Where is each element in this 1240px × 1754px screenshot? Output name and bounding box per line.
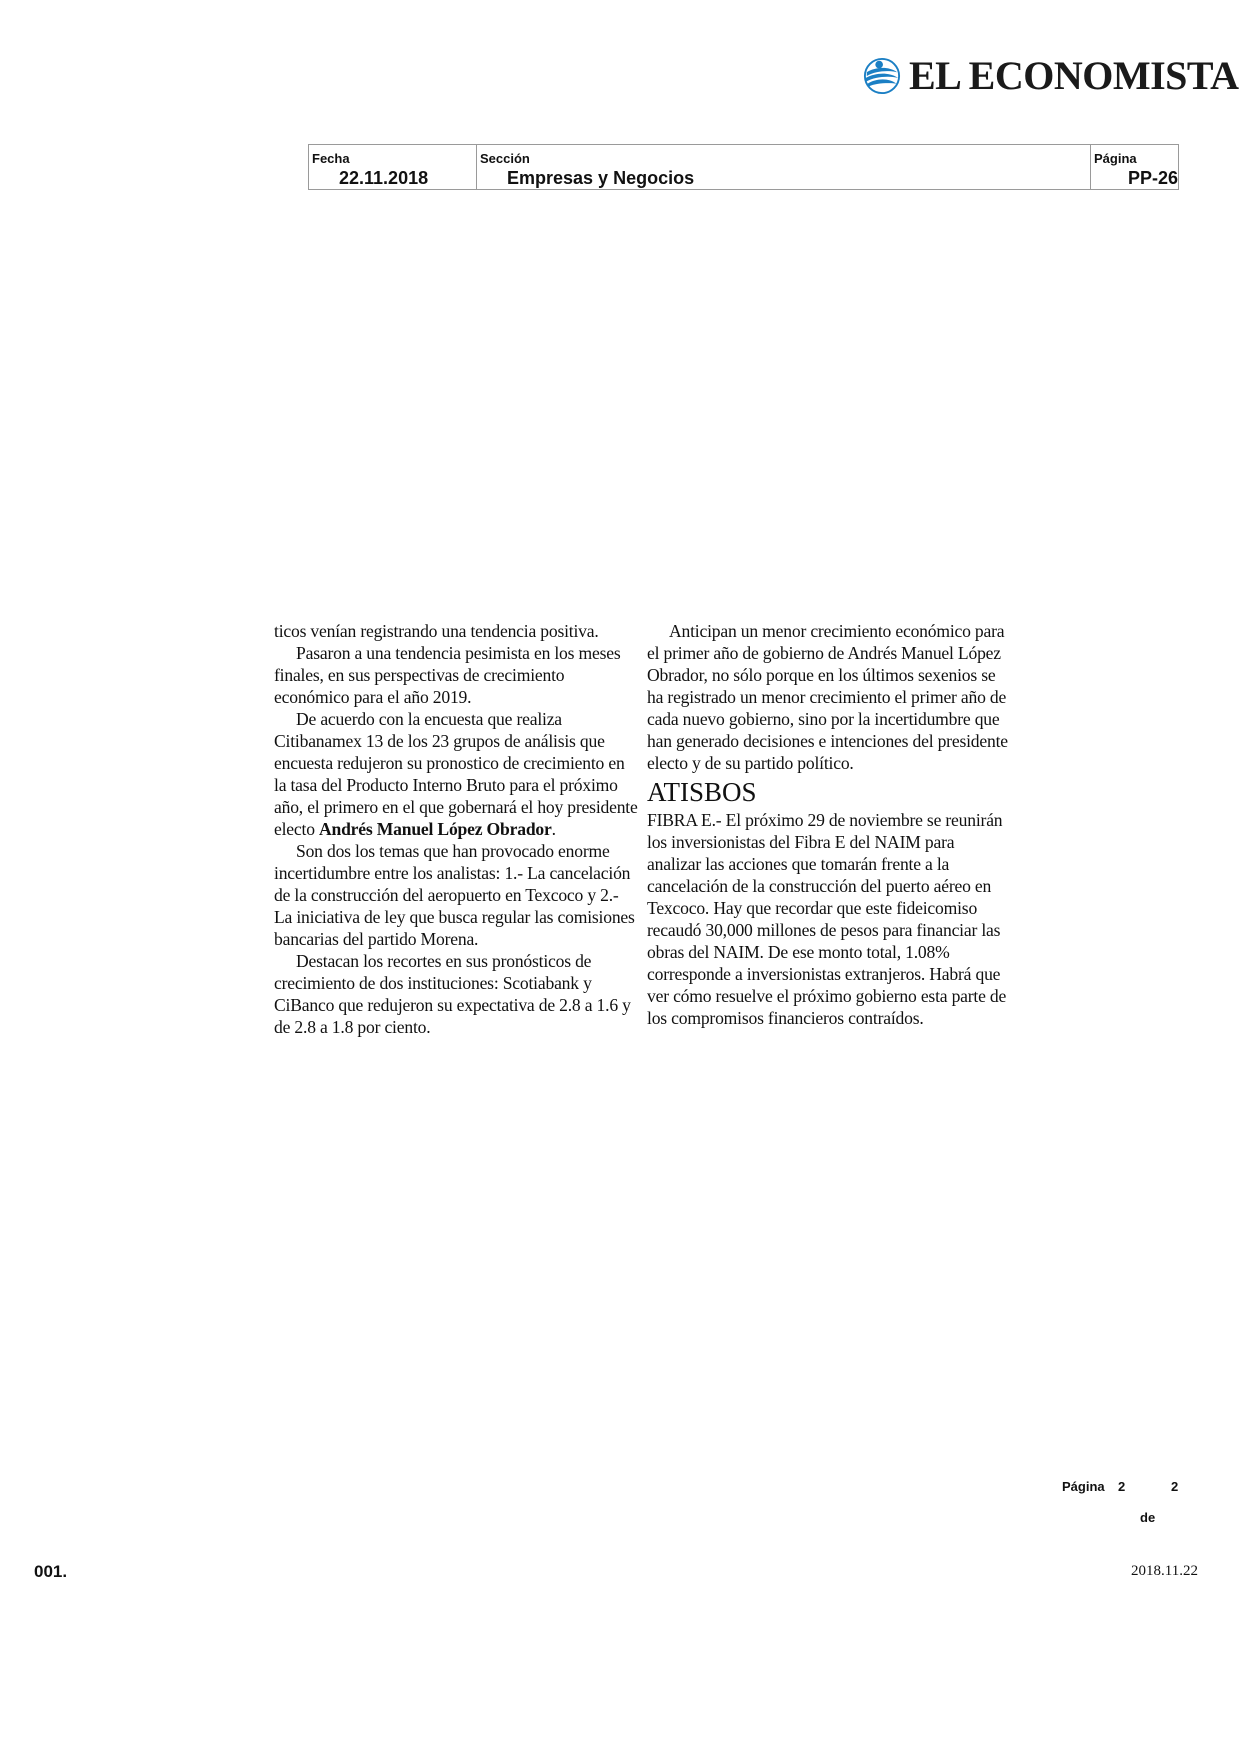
- pagina-cell: [1091, 145, 1178, 189]
- footer-date: 2018.11.22: [1131, 1563, 1198, 1579]
- article-text: .: [551, 819, 556, 839]
- seccion-cell: [477, 145, 1091, 189]
- article-paragraph: Destacan los recortes en sus pronósticos de crecimiento de dos instituciones: Scotiabank y CiBanco que redujeron su expectativa de 2.8 a 1.6 y de 2.8 a 1.8 por ciento.: [274, 951, 631, 1037]
- article-paragraph: [274, 708, 640, 840]
- page-current: 2: [1118, 1479, 1126, 1494]
- article-paragraph: Son dos los temas que han provocado enorme incertidumbre entre los analistas: 1.- La cancelación de la construcción del aeropuerto en Texcoco y 2.- La iniciativa de ley que busca regular las comisiones bancarias del partido Morena.: [274, 841, 635, 949]
- page-label: Página: [1062, 1479, 1105, 1494]
- meta-box: [308, 144, 1179, 190]
- article-paragraph: ticos venían registrando una tendencia positiva.: [274, 621, 599, 641]
- article-column-right: [647, 620, 1009, 1029]
- article-column-left: [274, 620, 640, 1038]
- pagina-label: Página: [1094, 151, 1137, 166]
- section-heading: ATISBOS: [647, 777, 757, 807]
- seccion-value: Empresas y Negocios: [507, 168, 695, 188]
- fecha-cell: [309, 145, 477, 189]
- page-total: 2: [1171, 1479, 1179, 1494]
- document-code: 001.: [34, 1562, 68, 1581]
- highlighted-name: Andrés Manuel López Obrador: [319, 819, 552, 839]
- seccion-label: Sección: [480, 151, 530, 166]
- article-paragraph: Pasaron a una tendencia pesimista en los meses finales, en sus perspectivas de crecimiento económico para el año 2019.: [274, 643, 621, 707]
- brand-logo: [863, 53, 1239, 98]
- article-paragraph: Anticipan un menor crecimiento económico para el primer año de gobierno de Andrés Manuel López Obrador, no sólo porque en los últimos sexenios se ha registrado un menor crecimiento el primer año de cada nuevo gobierno, sino por la incertidumbre que han generado decisiones e intenciones del presidente electo y de su partido político.: [647, 621, 1008, 773]
- globe-swirl-icon: [863, 57, 901, 95]
- article-text: De acuerdo con la encuesta que realiza Citibanamex 13 de los 23 grupos de análisis que encuesta redujeron su pronostico de crecimiento en la tasa del Producto Interno Bruto para el próximo año, el primero en el que gobernará el hoy presidente electo: [274, 709, 638, 839]
- logo-text: EL ECONOMISTA: [909, 53, 1239, 98]
- page-of-label: de: [1140, 1510, 1156, 1525]
- fecha-label: Fecha: [312, 151, 350, 166]
- fecha-value: 22.11.2018: [339, 168, 429, 188]
- pagina-value: PP-26: [1127, 168, 1178, 188]
- article-paragraph: FIBRA E.- El próximo 29 de noviembre se reunirán los inversionistas del Fibra E del NAIM para analizar las acciones que tomarán frente a la cancelación de la construcción del puerto aéreo en Texcoco. Hay que recordar que este fideicomiso recaudó 30,000 millones de pesos para financiar las obras del NAIM. De ese monto total, 1.08% corresponde a inversionistas extranjeros. Habrá que ver cómo resuelve el próximo gobierno esta parte de los compromisos financieros contraídos.: [647, 810, 1007, 1028]
